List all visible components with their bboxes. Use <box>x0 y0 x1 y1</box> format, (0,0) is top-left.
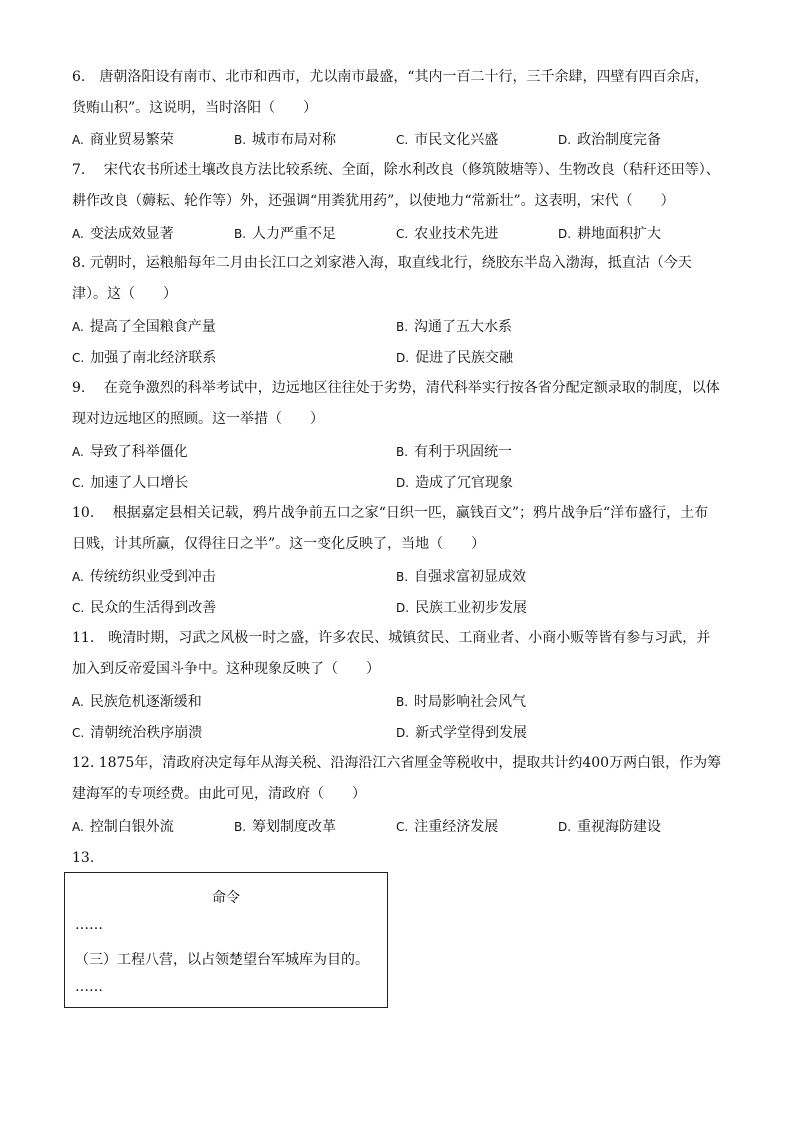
question-13-material-box <box>64 872 388 1008</box>
question-7-stem: 7. 宋代农书所述土壤改良方法比较系统、全面，除水利改良（修筑陂塘等）、生物改良（秸秆还田等）、耕作改良（薅耘、轮作等）外，还强调“用粪犹用药”，以使地力“常新壮”。这表明，宋代（ ） <box>72 162 720 209</box>
question-6-option-c[interactable]: C. 市民文化兴盛 <box>396 132 499 148</box>
question-11-option-d[interactable]: D. 新式学堂得到发展 <box>396 725 528 741</box>
question-7-option-a[interactable]: A. 变法成效显著 <box>72 226 174 242</box>
question-12-stem: 12. 1875年，清政府决定每年从海关税、沿海沿江六省厘金等税收中，提取共计约400万两白银，作为筹建海军的专项经费。由此可见，清政府（ ） <box>72 755 722 802</box>
question-11-option-c[interactable]: C. 清朝统治秩序崩溃 <box>72 725 203 741</box>
question-13-number: 13. <box>72 850 95 866</box>
question-10-stem: 10. 根据嘉定县相关记载，鸦片战争前五口之家“日织一匹，赢钱百文”；鸦片战争后“洋布盛行，土布日贱，计其所赢，仅得往日之半”。这一变化反映了，当地（ ） <box>72 505 709 552</box>
question-12-option-c[interactable]: C. 注重经济发展 <box>396 819 499 835</box>
question-7-option-c[interactable]: C. 农业技术先进 <box>396 226 499 242</box>
question-9-stem: 9. 在竞争激烈的科举考试中，边远地区往往处于劣势，清代科举实行按各省分配定额录取的制度，以体现对边远地区的照顾。这一举措（ ） <box>72 380 720 427</box>
question-11-option-a[interactable]: A. 民族危机逐渐缓和 <box>72 694 202 710</box>
question-9-option-a[interactable]: A. 导致了科举僵化 <box>72 444 188 460</box>
question-6-stem: 6. 唐朝洛阳设有南市、北市和西市，尤以南市最盛，“其内一百二十行，三千余肆，四壁有四百余店，货贿山积”。这说明，当时洛阳（ ） <box>72 69 709 116</box>
question-9-option-c[interactable]: C. 加速了人口增长 <box>72 475 189 491</box>
question-8-option-a[interactable]: A. 提高了全国粮食产量 <box>72 319 216 335</box>
question-7-option-b[interactable]: B. 人力严重不足 <box>234 226 337 242</box>
material-box-line: …… <box>75 979 103 995</box>
question-8-option-b[interactable]: B. 沟通了五大水系 <box>396 319 513 335</box>
material-box-line: …… <box>75 917 103 933</box>
question-10-option-a[interactable]: A. 传统纺织业受到冲击 <box>72 569 216 585</box>
question-10-option-c[interactable]: C. 民众的生活得到改善 <box>72 600 217 616</box>
question-7-option-d[interactable]: D. 耕地面积扩大 <box>558 226 662 242</box>
question-6-option-d[interactable]: D. 政治制度完备 <box>558 132 662 148</box>
question-6-option-b[interactable]: B. 城市布局对称 <box>234 132 337 148</box>
question-11-option-b[interactable]: B. 时局影响社会风气 <box>396 694 527 710</box>
question-6-option-a[interactable]: A. 商业贸易繁荣 <box>72 132 174 148</box>
question-9-option-d[interactable]: D. 造成了冗官现象 <box>396 475 514 491</box>
question-12-option-a[interactable]: A. 控制白银外流 <box>72 819 174 835</box>
question-10-option-d[interactable]: D. 民族工业初步发展 <box>396 600 528 616</box>
question-9-option-b[interactable]: B. 有利于巩固统一 <box>396 444 513 460</box>
question-8-stem: 8. 元朝时，运粮船每年二月由长江口之刘家港入海，取直线北行，绕胶东半岛入渤海，抵直沽（今天津）。这（ ） <box>72 255 692 302</box>
question-8-option-d[interactable]: D. 促进了民族交融 <box>396 350 514 366</box>
material-box-line: （三）工程八营，以占领楚望台军城库为目的。 <box>75 952 369 968</box>
question-12-option-b[interactable]: B. 筹划制度改革 <box>234 819 337 835</box>
question-12-option-d[interactable]: D. 重视海防建设 <box>558 819 662 835</box>
question-8-option-c[interactable]: C. 加强了南北经济联系 <box>72 350 217 366</box>
question-11-stem: 11. 晚清时期，习武之风极一时之盛，许多农民、城镇贫民、工商业者、小商小贩等皆有参与习武，并加入到反帝爱国斗争中。这种现象反映了（ ） <box>72 630 711 677</box>
question-10-option-b[interactable]: B. 自强求富初显成效 <box>396 569 527 585</box>
material-box-title: 命令 <box>212 890 240 906</box>
